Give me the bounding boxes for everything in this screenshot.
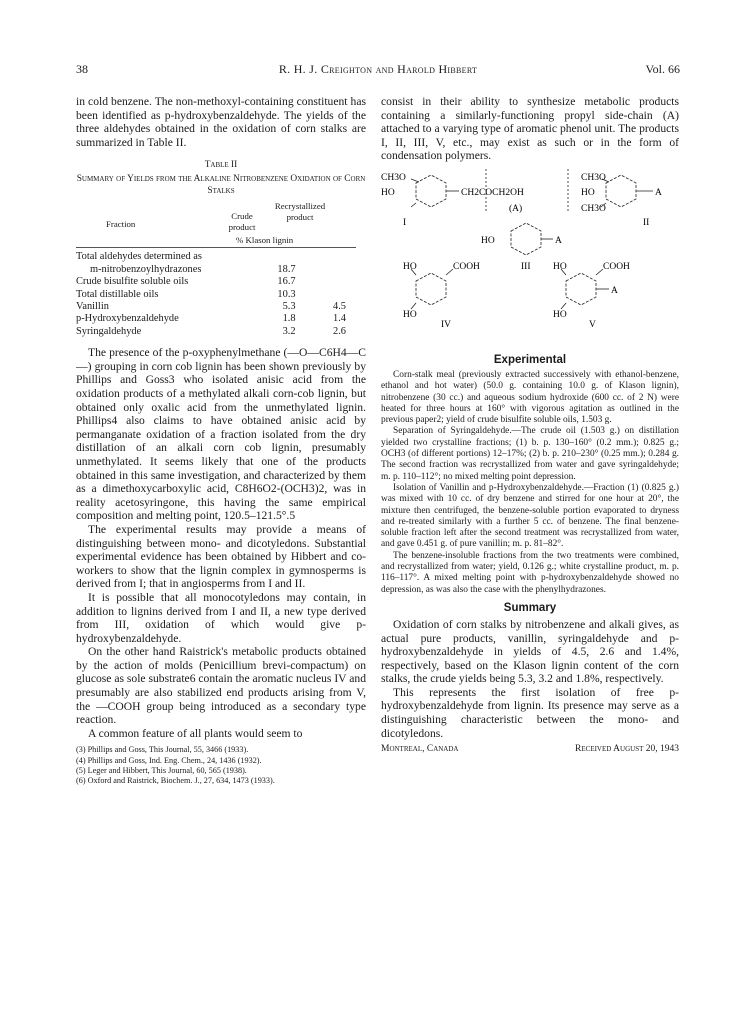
fraction-cell: Crude bisulfite soluble oils [76, 276, 189, 288]
table-row [76, 313, 346, 325]
experimental-paragraph: Corn-stalk meal (previously extracted successively with ethanol-benzene, ethanol and hot water) (50.0 g. containing 10.0 g. of Klason lignin), nitrobenzene (30 cc.) and aqueous sodium hydroxide (600 cc. of 2 N) were heated for three hours at 160° with vigorous agitation as outlined in the previous paper2; yield of crude bisulfite soluble oils, 1.503 g. [381, 369, 679, 426]
label-cooh-IV: COOH [453, 261, 480, 272]
running-title: R. H. J. Creighton and Harold Hibbert [278, 62, 478, 76]
col-crude: Crude product [228, 211, 256, 232]
right-column [381, 95, 679, 758]
crude-cell: 1.8 [282, 313, 296, 325]
experimental-paragraph: The benzene-insoluble fractions from the two treatments were combined, and recrystallized from water; yield, 0.126 g.; white crystalline product, m. p. 116–117°. A mixed melting point with p-hydroxybenzaldehyde showed no depression, as was also the case with the phenylhydrazones. [381, 550, 679, 595]
label-ho-I: HO [381, 187, 395, 198]
label-ho-V: HO [553, 261, 567, 272]
label-a-III: A [555, 235, 562, 246]
body-paragraph: The experimental results may provide a means of distinguishing between mono- and dicotyledons. Substantial experimental evidence has been obtained by Hibbert and co-workers to show that the lignin complex in gymnosperms is derived from I; that in angiosperms from I and II. [76, 522, 366, 591]
label-ch3o-II-bottom: CH3O [581, 203, 606, 214]
fraction-cell: p-Hydroxybenzaldehyde [76, 313, 179, 325]
crude-cell: 18.7 [277, 263, 296, 275]
label-IV: IV [441, 319, 452, 330]
body-paragraph: On the other hand Raistrick's metabolic products obtained by the action of molds (Penicillium brevi-compactum) on glucose as sole substrate6 contain the aromatic nucleus IV and presumably are also stabilized end products arising from V, the —COOH group being introduced as a secondary type reaction. [76, 645, 366, 727]
page-number: 38 [76, 62, 88, 76]
summary-paragraph: Oxidation of corn stalks by nitrobenzene and alkali gives, as actual pure products, vanillin, syringaldehyde and p-hydroxybenzaldehyde in yields of 4.5, 2.6 and 1.4%, respectively, based on the Klason lignin content of the corn stalks, the crude yields being 5.3, 3.2 and 1.8%, respectively. [381, 617, 679, 686]
label-ho-IV: HO [403, 261, 417, 272]
label-ch3o-II-top: CH3O [581, 172, 606, 183]
label-ch3o-I: CH3O [381, 172, 406, 183]
ring-I [416, 175, 446, 207]
table-row [76, 326, 346, 338]
footnote: (6) Oxford and Raistrick, Biochem. J., 27, 634, 1473 (1933). [76, 775, 275, 785]
table-row [76, 251, 346, 263]
left-column [76, 95, 366, 786]
label-ho-V-bottom: HO [553, 309, 567, 320]
experimental-paragraph: Separation of Syringaldehyde.—The crude oil (1.503 g.) on distillation yielded two crystalline fractions; (1) b. p. 130–160° (0.2 mm.); 0.825 g.; OCH3 (of different portions) 12–17%; (2) b. p. 210–230° (0.25 mm.); 0.284 g. The second fraction was recrystallized from water and gave syringaldehyde; m. p. 110–112°; no mixed melting point depression. [381, 426, 679, 482]
table-label: Table II [204, 160, 238, 171]
summary-paragraph: This represents the first isolation of free p-hydroxybenzaldehyde from lignin. Its presence may serve as a distinguishing characteristic between the mono- and dicotyledons. [381, 685, 679, 740]
experimental-heading: Experimental [493, 353, 567, 366]
right-intro: consist in their ability to synthesize metabolic products containing a similarly-functioning propyl side-chain (A) attached to a varying type of aromatic phenol unit. The products I, II, III, V, etc., may exist as such or in the form of condensation polymers. [381, 95, 679, 163]
running-header [76, 62, 680, 78]
left-body [76, 346, 366, 740]
label-side-chain: CH2COCH2OH [461, 187, 524, 198]
footnotes [76, 745, 366, 785]
table-header [76, 199, 366, 249]
label-ho-III: HO [481, 235, 495, 246]
crude-cell: 3.2 [282, 325, 296, 337]
label-II: II [643, 217, 650, 228]
fraction-cell: Syringaldehyde [76, 325, 142, 337]
recryst-cell: 1.4 [333, 313, 346, 325]
label-a-II: A [655, 187, 662, 198]
label-ho-II: HO [581, 187, 595, 198]
table-row [76, 264, 346, 276]
label-side-chain-tag: (A) [509, 203, 523, 214]
crude-cell [261, 251, 295, 263]
table-caption: Summary of Yields from the Alkaline Nitrobenzene Oxidation of Corn Stalks [76, 174, 366, 197]
summary-heading: Summary [503, 601, 557, 614]
body-paragraph: It is possible that all monocotyledons may contain, in addition to lignins derived from I and II, a new type derived from III, oxidation of which would give p-hydroxybenzaldehyde. [76, 590, 366, 645]
fraction-cell: Total aldehydes determined as [76, 251, 202, 263]
footnote: (5) Leger and Hibbert, This Journal, 60, 565 (1938). [76, 765, 247, 775]
fraction-cell: Vanillin [76, 301, 109, 312]
experimental-paragraph: Isolation of Vanillin and p-Hydroxybenzaldehyde.—Fraction (1) (0.825 g.) was mixed with 10 cc. of dry benzene and stirred for one hour at 20°, the mixture then centrifuged, the benzene-soluble portion evaporated to dryness and re-treated similarly with a further 5 cc. of benzene. The final benzene-soluble fraction left after the second treatment was recrystallized from water, and gave 0.451 g. of pure vanillin; m. p. 81–82°. [381, 482, 679, 550]
structure-diagram [381, 165, 679, 350]
volume-number: Vol. 66 [645, 62, 680, 76]
label-III: III [521, 261, 531, 272]
recryst-cell: 4.5 [333, 301, 346, 312]
intro-paragraph: in cold benzene. The non-methoxyl-containing constituent has been identified as p-hydroxybenzaldehyde. The yields of the three aldehydes obtained in the oxidation of corn stalks are summarized in Table II. [76, 95, 366, 149]
col-recryst: Recrystallized product [274, 201, 326, 222]
ring-II [606, 175, 636, 207]
body-paragraph: A common feature of all plants would seem to [88, 726, 303, 740]
footnote: (3) Phillips and Goss, This Journal, 55, 3466 (1933). [76, 745, 249, 755]
label-I: I [403, 217, 407, 228]
footer-place: Montreal, Canada [381, 744, 459, 755]
recryst-cell [296, 264, 346, 276]
crude-cell: 16.7 [277, 276, 296, 288]
yields-table [76, 251, 346, 338]
ring-V [566, 273, 596, 305]
table-row [76, 301, 346, 313]
body-paragraph: The presence of the p-oxyphenylmethane (—O—C6H4—C—) grouping in corn cob lignin has been shown previously by Phillips and Goss3 who isolated anisic acid from the oxidation products of a methylated alkali corn-cob lignin, but obtained only oxalic acid from the unmethylated lignin. Phillips4 also claims to have obtained anisic acid by permanganate oxidation of a fraction isolated from the dry distillation of an alkali corn cob lignin, presumably unmethylated. It seems likely that one of the products obtained in this same investigation, and characterized by them as a dimethoxycarboxylic acid, C8H6O2-(OCH3)2, was in reality acetosyringone, this having the same empirical composition and melting point, 120.5–121.5°.5 [76, 346, 366, 523]
fraction-cell: m-nitrobenzoylhydrazones [90, 263, 202, 275]
col-fraction: Fraction [106, 219, 136, 230]
crude-cell: 10.3 [277, 288, 296, 300]
label-a-V: A [611, 285, 618, 296]
fraction-cell: Total distillable oils [76, 288, 159, 300]
footer [381, 744, 679, 758]
recryst-cell [296, 276, 346, 288]
recryst-cell: 2.6 [333, 325, 346, 337]
recryst-cell [296, 289, 346, 301]
table-row [76, 289, 346, 301]
ring-III [511, 223, 541, 255]
table-row [76, 276, 346, 288]
col-unit: % Klason lignin [236, 235, 294, 246]
crude-cell: 5.3 [282, 301, 296, 312]
footer-received: Received August 20, 1943 [575, 744, 679, 755]
footnote: (4) Phillips and Goss, Ind. Eng. Chem., 24, 1436 (1932). [76, 755, 262, 765]
label-cooh-V: COOH [603, 261, 630, 272]
label-ho-IV-bottom: HO [403, 309, 417, 320]
ring-IV [416, 273, 446, 305]
label-V: V [589, 319, 596, 330]
recryst-cell [296, 251, 346, 263]
